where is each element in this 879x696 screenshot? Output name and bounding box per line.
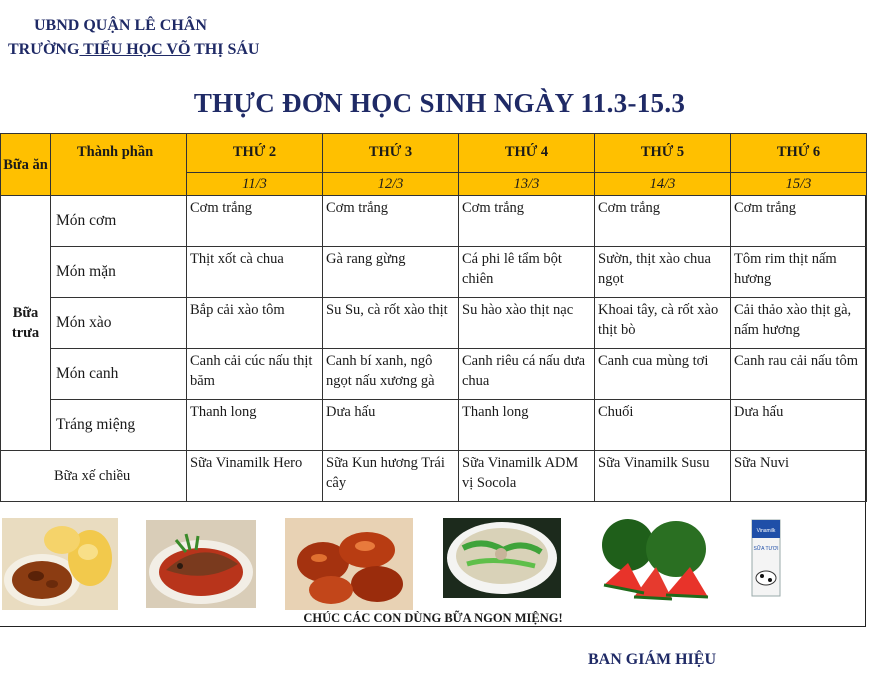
school-name [8, 41, 259, 59]
day-date: 13/3 [459, 173, 595, 196]
menu-cell: Tôm rim thịt nấm hương [731, 247, 867, 298]
food-images [0, 513, 866, 609]
menu-cell: Sườn, thịt xào chua ngọt [595, 247, 731, 298]
menu-cell: Canh cua mùng tơi [595, 349, 731, 400]
menu-cell: Sữa Kun hương Trái cây [323, 451, 459, 502]
lunch-label: Bữa trưa [1, 196, 51, 451]
day-header: THỨ 5 [595, 134, 731, 173]
menu-cell: Sữa Vinamilk Hero [187, 451, 323, 502]
day-date: 15/3 [731, 173, 867, 196]
menu-cell: Cơm trắng [187, 196, 323, 247]
fish-dish-image [146, 520, 256, 608]
day-header: THỨ 3 [323, 134, 459, 173]
milk-text-label: SỮA TƯƠI [753, 546, 779, 552]
component-label: Món cơm [51, 196, 187, 247]
menu-cell: Su Su, cà rốt xào thịt [323, 298, 459, 349]
menu-cell: Canh bí xanh, ngô ngọt nấu xương gà [323, 349, 459, 400]
table-row [1, 247, 867, 298]
table-row [1, 298, 867, 349]
soup-bread-image [2, 518, 118, 610]
menu-cell: Dưa hấu [731, 400, 867, 451]
menu-cell: Cải thảo xào thịt gà, nấm hương [731, 298, 867, 349]
wish-text: CHÚC CÁC CON DÙNG BỮA NGON MIỆNG! [303, 611, 563, 625]
glazed-meat-image [285, 518, 413, 610]
day-date: 12/3 [323, 173, 459, 196]
menu-cell: Cơm trắng [731, 196, 867, 247]
menu-cell: Cơm trắng [595, 196, 731, 247]
milk-brand-label: Vinamilk [756, 528, 776, 534]
menu-cell: Canh cải cúc nấu thịt băm [187, 349, 323, 400]
col-component-header: Thành phần [51, 134, 187, 196]
menu-cell: Canh riêu cá nấu dưa chua [459, 349, 595, 400]
table-row [1, 451, 867, 502]
menu-cell: Sữa Vinamilk ADM vị Socola [459, 451, 595, 502]
menu-cell: Su hào xào thịt nạc [459, 298, 595, 349]
watermelon-image [600, 515, 712, 603]
col-meal-header: Bữa ăn [1, 134, 51, 196]
milk-carton-image [748, 516, 784, 598]
menu-cell: Cá phi lê tẩm bột chiên [459, 247, 595, 298]
menu-cell: Khoai tây, cà rốt xào thịt bò [595, 298, 731, 349]
table-row [1, 400, 867, 451]
day-date: 14/3 [595, 173, 731, 196]
day-date: 11/3 [187, 173, 323, 196]
component-label: Món mặn [51, 247, 187, 298]
school-underlined: TIỂU HỌC VÕ [79, 41, 191, 58]
school-suffix: THỊ SÁU [190, 41, 260, 58]
day-header: THỨ 4 [459, 134, 595, 173]
table-row [1, 196, 867, 247]
menu-cell: Chuối [595, 400, 731, 451]
menu-cell: Thanh long [459, 400, 595, 451]
page-title: THỰC ĐƠN HỌC SINH NGÀY 11.3-15.3 [193, 88, 686, 118]
component-label: Món canh [51, 349, 187, 400]
component-label: Món xào [51, 298, 187, 349]
menu-table [0, 133, 867, 502]
school-prefix: TRƯỜNG [8, 41, 80, 58]
menu-cell: Gà rang gừng [323, 247, 459, 298]
day-header: THỨ 2 [187, 134, 323, 173]
component-label: Tráng miệng [51, 400, 187, 451]
menu-cell: Dưa hấu [323, 400, 459, 451]
signature: BAN GIÁM HIỆU [588, 651, 717, 668]
snack-label: Bữa xế chiều [1, 451, 187, 502]
menu-cell: Cơm trắng [323, 196, 459, 247]
menu-cell: Sữa Nuvi [731, 451, 867, 502]
menu-cell: Thanh long [187, 400, 323, 451]
menu-cell: Sữa Vinamilk Susu [595, 451, 731, 502]
table-row [1, 349, 867, 400]
org-name: UBND QUẬN LÊ CHÂN [34, 17, 207, 34]
menu-cell: Bắp cải xào tôm [187, 298, 323, 349]
noodle-soup-image [443, 518, 561, 598]
menu-cell: Thịt xốt cà chua [187, 247, 323, 298]
menu-cell: Canh rau cải nấu tôm [731, 349, 867, 400]
menu-cell: Cơm trắng [459, 196, 595, 247]
day-header: THỨ 6 [731, 134, 867, 173]
